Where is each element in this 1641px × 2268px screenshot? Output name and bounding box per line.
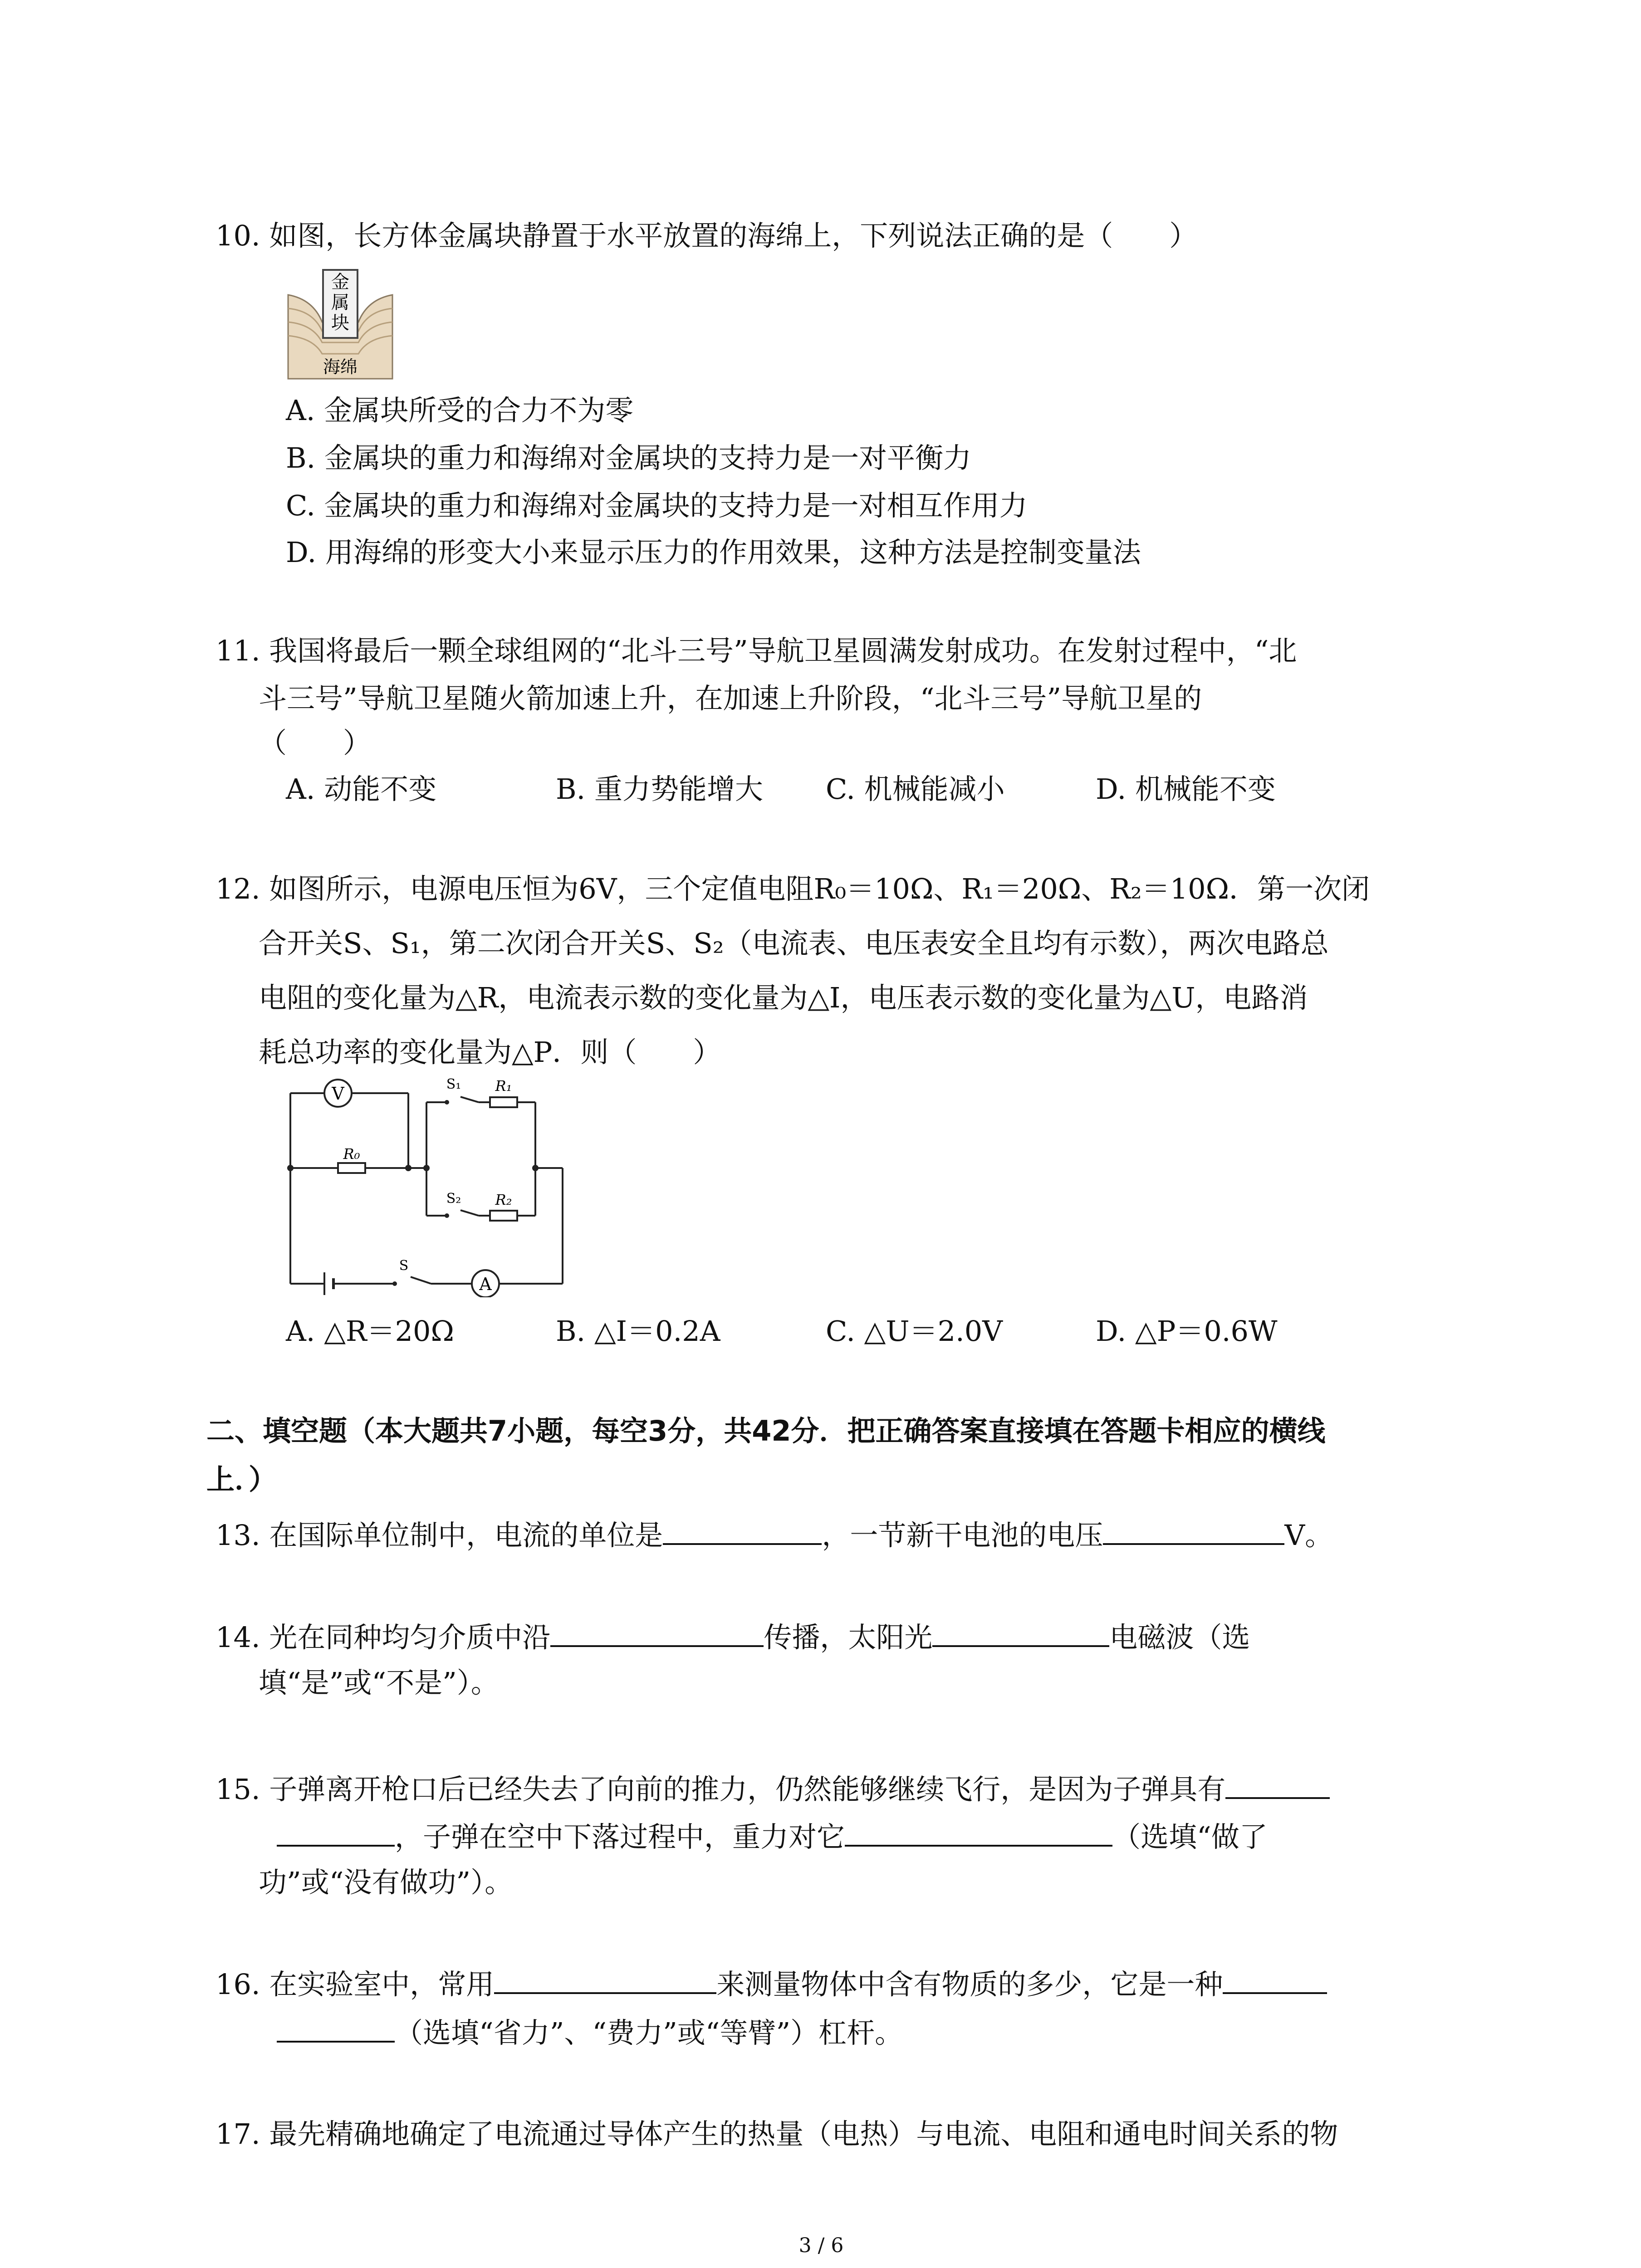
q13-text-2: ，一节新干电池的电压	[822, 1519, 1103, 1552]
q10-sponge-figure	[286, 268, 395, 381]
q16-line-2	[277, 2013, 903, 2051]
s-label: S	[399, 1258, 409, 1274]
q13-text-3: V。	[1284, 1519, 1333, 1552]
section-2-title-line-2: 上．）	[206, 1463, 277, 1496]
q13-text-1: 13. 在国际单位制中，电流的单位是	[216, 1519, 663, 1552]
q14-text-3: 电磁波（选	[1109, 1621, 1250, 1654]
q10-option-c: C. 金属块的重力和海绵对金属块的支持力是一对相互作用力	[286, 489, 1028, 522]
q15-line-3: 功”或“没有做功”）。	[259, 1866, 513, 1899]
q14-text-1: 14. 光在同种均匀介质中沿	[216, 1621, 551, 1654]
q14-line-2: 填“是”或“不是”）。	[259, 1666, 499, 1699]
q11-stem-line-2: 斗三号”导航卫星随火箭加速上升，在加速上升阶段，“北斗三号”导航卫星的	[259, 682, 1202, 715]
q10-option-b: B. 金属块的重力和海绵对金属块的支持力是一对平衡力	[286, 441, 971, 474]
voltmeter-label: V	[332, 1084, 344, 1104]
q11-option-b: B. 重力势能增大	[556, 772, 763, 806]
q12-stem-line-2: 合开关S、S₁，第二次闭合开关S、S₂（电流表、电压表安全且均有示数），两次电路总	[259, 927, 1329, 960]
r2-label: R₂	[495, 1191, 512, 1208]
q15-blank-1-end[interactable]	[277, 1817, 395, 1847]
ammeter-label: A	[479, 1274, 492, 1294]
q15-line-2	[277, 1817, 1268, 1855]
q16-text-1: 16. 在实验室中，常用	[216, 1968, 495, 2001]
q16-text-2: 来测量物体中含有物质的多少，它是一种	[716, 1968, 1223, 2001]
metal-block-label-3: 块	[331, 313, 349, 333]
q15-text-3: （选填“做了	[1112, 1820, 1268, 1853]
q12-circuit-diagram	[281, 1070, 576, 1297]
r0-label: R₀	[343, 1145, 360, 1163]
q14-blank-2[interactable]	[932, 1617, 1109, 1647]
q13-blank-2[interactable]	[1103, 1515, 1284, 1545]
q16-text-3: （选填“省力”、“费力”或“等臂”）杠杆。	[395, 2016, 903, 2049]
q11-option-c: C. 机械能减小	[826, 772, 1005, 806]
q12-stem-line-4: 耗总功率的变化量为△P．则（ ）	[259, 1036, 721, 1069]
r1-label: R₁	[495, 1077, 512, 1095]
q17-line-1: 17. 最先精确地确定了电流通过导体产生的热量（电热）与电流、电阻和通电时间关系的物	[216, 2117, 1338, 2151]
q11-option-d: D. 机械能不变	[1096, 772, 1276, 806]
metal-block-label-1: 金	[331, 272, 349, 293]
q11-stem-line-1: 11. 我国将最后一颗全球组网的“北斗三号”导航卫星圆满发射成功。在发射过程中，“北	[216, 634, 1297, 667]
s1-label: S₁	[446, 1076, 461, 1092]
q12-option-c: C. △U＝2.0V	[826, 1315, 1003, 1348]
q11-stem-line-3: （ ）	[259, 726, 372, 759]
q13	[216, 1515, 1333, 1554]
q10-option-a: A. 金属块所受的合力不为零	[286, 394, 634, 427]
metal-block-label-2: 属	[331, 292, 349, 313]
q16-blank-2-start[interactable]	[1223, 1964, 1327, 1994]
q10-stem: 10. 如图，长方体金属块静置于水平放置的海绵上，下列说法正确的是（ ）	[216, 219, 1198, 252]
q12-option-b: B. △I＝0.2A	[556, 1315, 720, 1348]
q14	[216, 1617, 1250, 1656]
q15-text-2: ，子弹在空中下落过程中，重力对它	[395, 1820, 845, 1853]
q16	[216, 1964, 1327, 2003]
sponge-label: 海绵	[323, 357, 358, 377]
q10-option-d: D. 用海绵的形变大小来显示压力的作用效果，这种方法是控制变量法	[286, 536, 1141, 569]
q16-blank-2-end[interactable]	[277, 2013, 395, 2043]
q14-blank-1[interactable]	[550, 1617, 764, 1647]
q12-option-a: A. △R＝20Ω	[286, 1315, 454, 1348]
q16-blank-1[interactable]	[494, 1964, 716, 1994]
q14-text-2: 传播，太阳光	[764, 1621, 933, 1654]
q11-option-a: A. 动能不变	[286, 772, 437, 806]
q12-stem-line-3: 电阻的变化量为△R，电流表示数的变化量为△I，电压表示数的变化量为△U，电路消	[259, 981, 1308, 1014]
q15-blank-1-start[interactable]	[1225, 1769, 1330, 1799]
q13-blank-1[interactable]	[663, 1515, 822, 1545]
q12-option-d: D. △P＝0.6W	[1096, 1315, 1278, 1348]
q15	[216, 1769, 1330, 1808]
q12-stem-line-1: 12. 如图所示，电源电压恒为6V，三个定值电阻R₀＝10Ω、R₁＝20Ω、R₂＝10Ω．第一次闭	[216, 872, 1370, 905]
s2-label: S₂	[446, 1191, 461, 1207]
page-number: 3 / 6	[798, 2234, 844, 2257]
q15-text-1: 15. 子弹离开枪口后已经失去了向前的推力，仍然能够继续飞行，是因为子弹具有	[216, 1773, 1226, 1806]
section-2-title: 二、填空题（本大题共7小题，每空3分，共42分．把正确答案直接填在答题卡相应的横线	[206, 1414, 1326, 1447]
q15-blank-2[interactable]	[845, 1817, 1112, 1847]
